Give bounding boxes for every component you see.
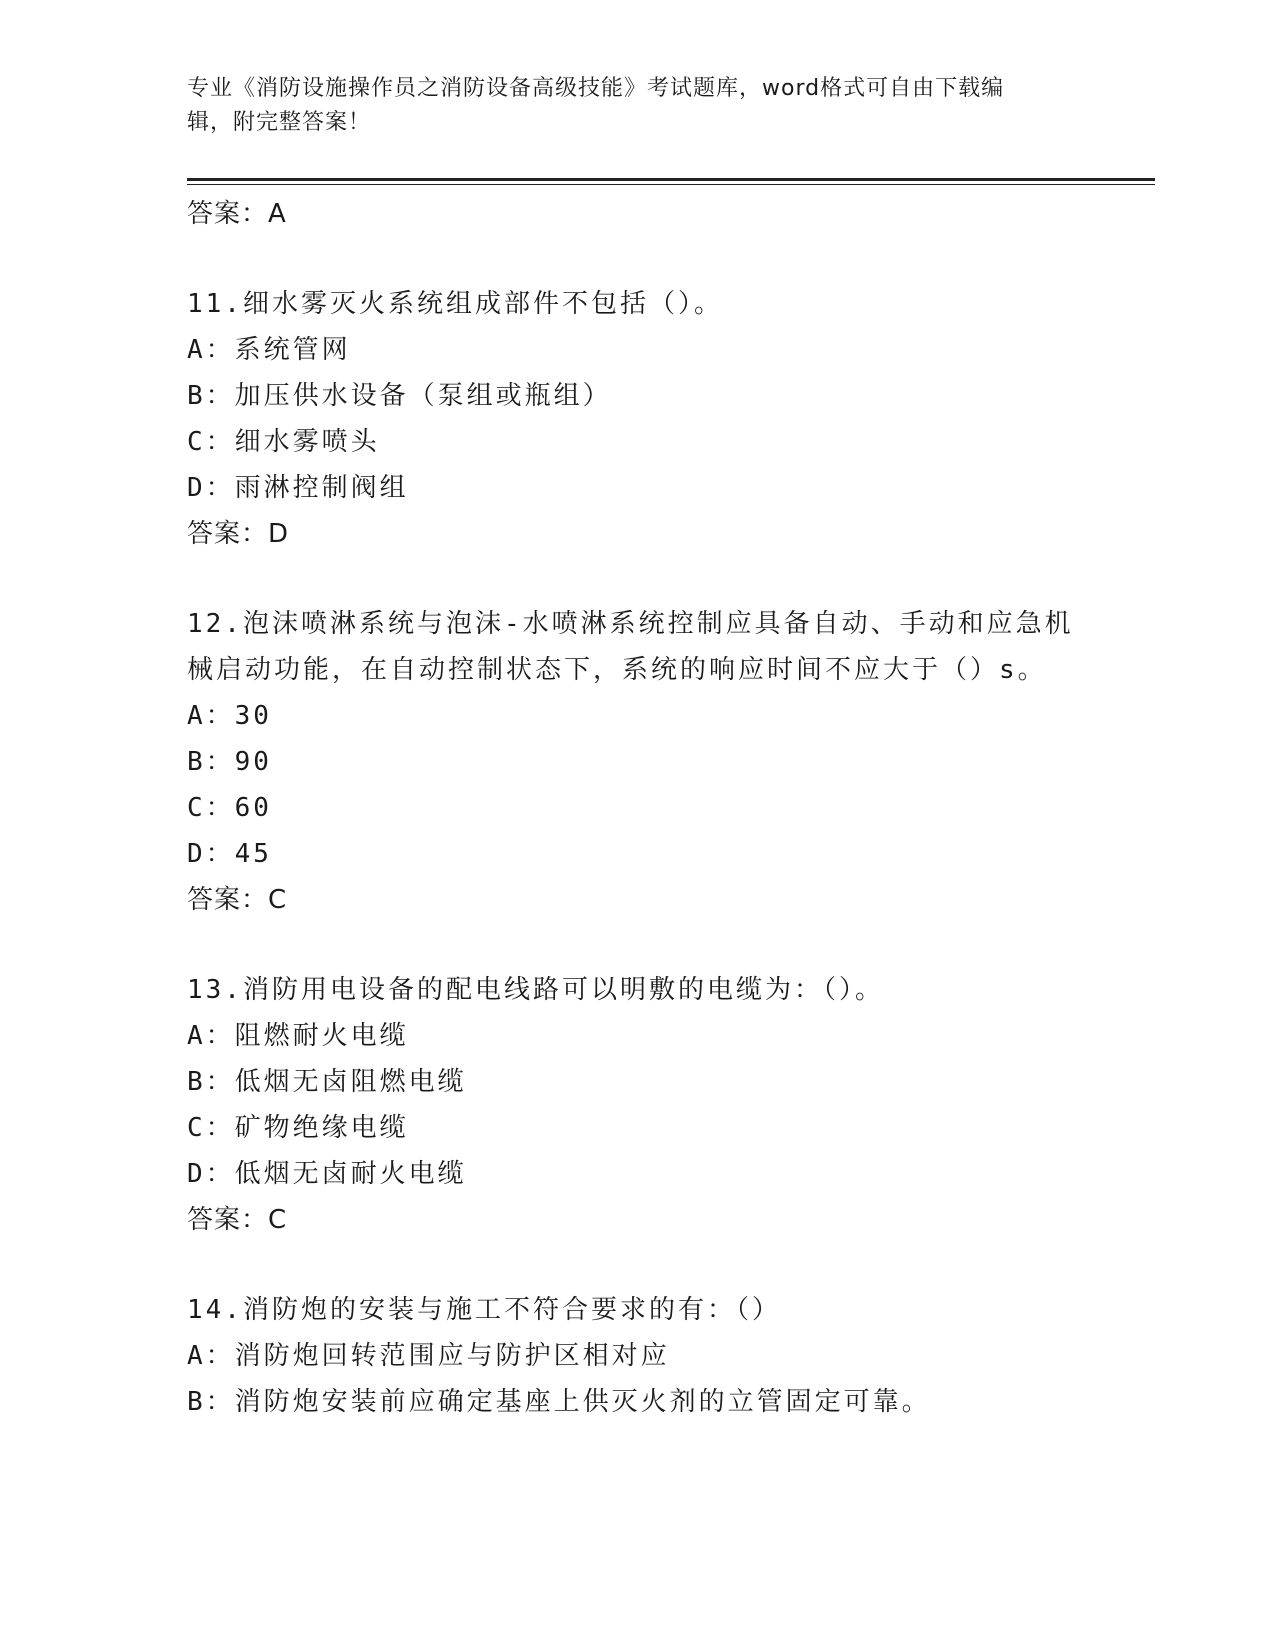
option-a: A：阻燃耐火电缆	[187, 1021, 409, 1051]
question-12	[187, 601, 1074, 923]
option-b: B：90	[187, 747, 272, 777]
question-list	[187, 191, 1074, 1425]
answer: 答案：C	[187, 885, 288, 915]
header-line-1: 专业《消防设施操作员之消防设备高级技能》考试题库，word格式可自由下载编	[187, 76, 1005, 101]
option-c: C：细水雾喷头	[187, 427, 380, 457]
option-a: A：系统管网	[187, 335, 351, 365]
option-d: D：45	[187, 839, 272, 869]
header-divider-thin	[187, 184, 1155, 185]
answer: 答案：D	[187, 519, 290, 549]
spacer	[187, 557, 1067, 601]
question-stem: 12.泡沫喷淋系统与泡沫-水喷淋系统控制应具备自动、手动和应急机	[187, 609, 1074, 639]
question-11	[187, 281, 1067, 557]
question-stem: 13.消防用电设备的配电线路可以明敷的电缆为：（）。	[187, 975, 884, 1005]
option-d: D：雨淋控制阀组	[187, 473, 409, 503]
option-b: B：消防炮安装前应确定基座上供灭火剂的立管固定可靠。	[187, 1387, 931, 1417]
option-a: A：30	[187, 701, 272, 731]
question-14	[187, 1287, 1067, 1425]
question-stem: 14.消防炮的安装与施工不符合要求的有：（）	[187, 1295, 781, 1325]
previous-answer: 答案：A	[187, 199, 287, 229]
option-c: C：矿物绝缘电缆	[187, 1113, 409, 1143]
question-13	[187, 967, 1067, 1243]
answer: 答案：C	[187, 1205, 288, 1235]
question-stem-continued: 械启动功能，在自动控制状态下，系统的响应时间不应大于（）s。	[187, 655, 1047, 685]
option-a: A：消防炮回转范围应与防护区相对应	[187, 1341, 670, 1371]
spacer	[187, 923, 1067, 967]
question-stem: 11.细水雾灭火系统组成部件不包括（）。	[187, 289, 723, 319]
option-d: D：低烟无卤耐火电缆	[187, 1159, 467, 1189]
header-line-2: 辑，附完整答案！	[187, 110, 372, 135]
document-header	[187, 72, 1067, 140]
option-b: B：加压供水设备（泵组或瓶组）	[187, 381, 612, 411]
option-b: B：低烟无卤阻燃电缆	[187, 1067, 467, 1097]
spacer	[187, 237, 1067, 281]
option-c: C：60	[187, 793, 272, 823]
spacer	[187, 1243, 1067, 1287]
header-divider-thick	[187, 178, 1155, 181]
